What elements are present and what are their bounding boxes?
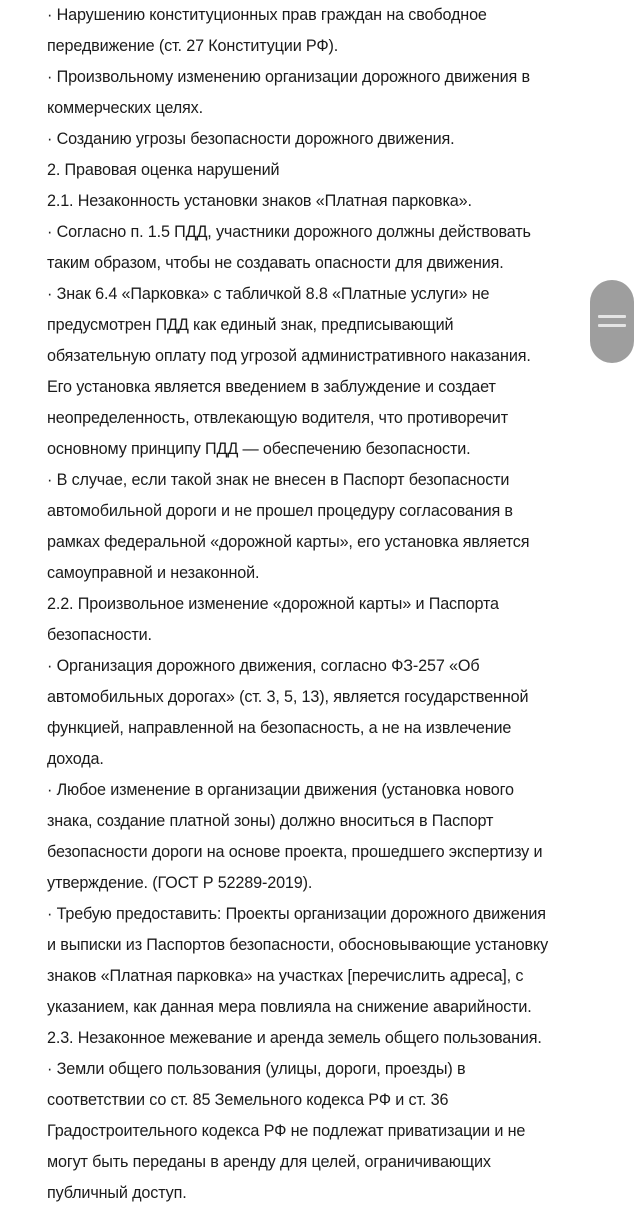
text-line: указанием, как данная мера повлияла на снижение аварийности.: [47, 998, 532, 1016]
text-line: основному принципу ПДД — обеспечению безопасности.: [47, 440, 471, 458]
fast-scroll-handle[interactable]: [590, 280, 634, 363]
document-body: [47, 0, 607, 1209]
text-line: Его установка является введением в заблуждение и создает: [47, 378, 496, 396]
text-line: могут быть переданы в аренду для целей, ограничивающих: [47, 1153, 491, 1171]
text-line: самоуправной и незаконной.: [47, 564, 260, 582]
text-line: · Произвольному изменению организации дорожного движения в: [47, 68, 530, 86]
text-line: безопасности дороги на основе проекта, прошедшего экспертизу и: [47, 843, 543, 861]
text-line: безопасности.: [47, 626, 152, 644]
text-line: · Требую предоставить: Проекты организации дорожного движения: [47, 905, 546, 923]
text-line: предусмотрен ПДД как единый знак, предписывающий: [47, 316, 454, 334]
drag-handle-icon: [598, 315, 626, 318]
text-line: · Любое изменение в организации движения (установка нового: [47, 781, 514, 799]
text-line: · Знак 6.4 «Парковка» с табличкой 8.8 «Платные услуги» не: [47, 285, 490, 303]
text-line: передвижение (ст. 27 Конституции РФ).: [47, 37, 339, 55]
text-line: 2. Правовая оценка нарушений: [47, 161, 280, 179]
text-line: знаков «Платная парковка» на участках [перечислить адреса], с: [47, 967, 524, 985]
text-line: · Нарушению конституционных прав граждан на свободное: [47, 6, 487, 24]
text-line: 2.2. Произвольное изменение «дорожной карты» и Паспорта: [47, 595, 499, 613]
text-line: автомобильной дороги и не прошел процедуру согласования в: [47, 502, 513, 520]
text-line: автомобильных дорогах» (ст. 3, 5, 13), является государственной: [47, 688, 529, 706]
text-line: дохода.: [47, 750, 104, 768]
text-line: знака, создание платной зоны) должно вноситься в Паспорт: [47, 812, 494, 830]
text-line: · Организация дорожного движения, согласно ФЗ-257 «Об: [47, 657, 480, 675]
text-line: · Согласно п. 1.5 ПДД, участники дорожного должны действовать: [47, 223, 531, 241]
text-line: · Созданию угрозы безопасности дорожного движения.: [47, 130, 455, 148]
text-line: соответствии со ст. 85 Земельного кодекса РФ и ст. 36: [47, 1091, 449, 1109]
text-line: публичный доступ.: [47, 1184, 187, 1202]
text-line: и выписки из Паспортов безопасности, обосновывающие установку: [47, 936, 549, 954]
text-line: Градостроительного кодекса РФ не подлежат приватизации и не: [47, 1122, 526, 1140]
text-line: таким образом, чтобы не создавать опасности для движения.: [47, 254, 504, 272]
text-line: · В случае, если такой знак не внесен в Паспорт безопасности: [47, 471, 510, 489]
text-line: 2.3. Незаконное межевание и аренда земель общего пользования.: [47, 1029, 542, 1047]
text-line: коммерческих целях.: [47, 99, 203, 117]
text-line: неопределенность, отвлекающую водителя, что противоречит: [47, 409, 508, 427]
text-line: обязательную оплату под угрозой административного наказания.: [47, 347, 531, 365]
text-line: утверждение. (ГОСТ Р 52289-2019).: [47, 874, 313, 892]
drag-handle-icon: [598, 324, 626, 327]
text-line: функцией, направленной на безопасность, а не на извлечение: [47, 719, 512, 737]
text-line: 2.1. Незаконность установки знаков «Платная парковка».: [47, 192, 472, 210]
text-line: · Земли общего пользования (улицы, дороги, проезды) в: [47, 1060, 466, 1078]
text-line: рамках федеральной «дорожной карты», его установка является: [47, 533, 530, 551]
